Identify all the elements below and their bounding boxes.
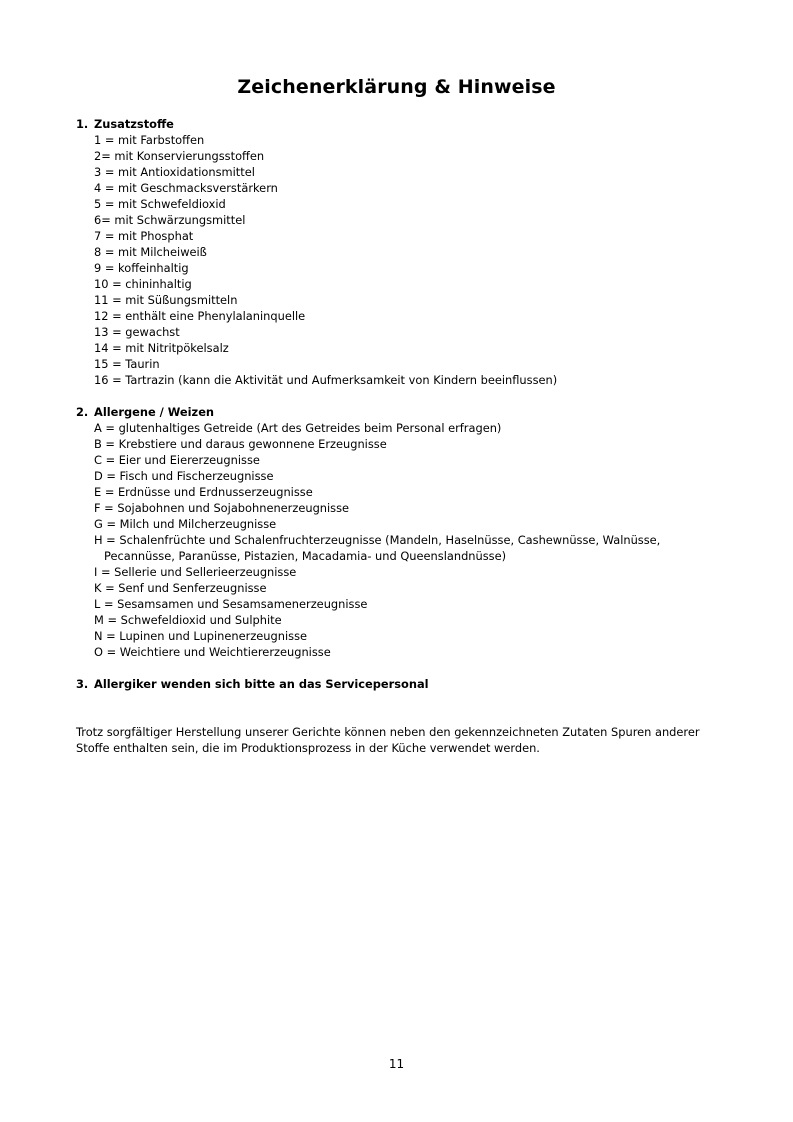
list-item: D = Fisch und Fischerzeugnisse	[94, 469, 274, 483]
disclaimer-note: Trotz sorgfältiger Herstellung unserer Gerichte können neben den gekennzeichneten Zutaten Spuren anderer Stoffe enthalten sein, die im Produktionsprozess in der Küche verwendet werden.	[76, 725, 700, 755]
list-item: 8 = mit Milcheiweiß	[94, 245, 207, 259]
list-item: B = Krebstiere und daraus gewonnene Erzeugnisse	[94, 437, 387, 451]
list-item: A = glutenhaltiges Getreide (Art des Getreides beim Personal erfragen)	[94, 421, 502, 435]
list-item: F = Sojabohnen und Sojabohnenerzeugnisse	[94, 501, 350, 515]
section-additives	[76, 116, 726, 388]
section-title: Allergene / Weizen	[94, 405, 215, 419]
list-item: 5 = mit Schwefeldioxid	[94, 197, 226, 211]
section-heading	[76, 116, 726, 132]
list-item: 6= mit Schwärzungsmittel	[94, 213, 246, 227]
list-item: E = Erdnüsse und Erdnusserzeugnisse	[94, 485, 313, 499]
list-item: L = Sesamsamen und Sesamsamenerzeugnisse	[94, 597, 368, 611]
list-item: 16 = Tartrazin (kann die Aktivität und Aufmerksamkeit von Kindern beeinflussen)	[94, 373, 558, 387]
list-item: 12 = enthält eine Phenylalaninquelle	[94, 309, 306, 323]
section-heading	[76, 676, 726, 692]
section-title: Allergiker wenden sich bitte an das Servicepersonal	[94, 677, 429, 691]
list-item: 3 = mit Antioxidationsmittel	[94, 165, 255, 179]
list-item: 11 = mit Süßungsmitteln	[94, 293, 238, 307]
list-item: M = Schwefeldioxid und Sulphite	[94, 613, 282, 627]
section-number: 2.	[76, 405, 89, 419]
list-item: H = Schalenfrüchte und Schalenfruchterzeugnisse (Mandeln, Haselnüsse, Cashewnüsse, Walnüsse, Pecannüsse, Paranüsse, Pistazien, Macadamia- und Queenslandnüsse)	[94, 533, 661, 563]
list-item: 7 = mit Phosphat	[94, 229, 194, 243]
section-allergens	[76, 404, 726, 660]
section-number: 3.	[76, 677, 89, 691]
list-item: O = Weichtiere und Weichtiererzeugnisse	[94, 645, 331, 659]
list-item: 10 = chininhaltig	[94, 277, 192, 291]
list-item: G = Milch und Milcherzeugnisse	[94, 517, 277, 531]
list-item: 9 = koffeinhaltig	[94, 261, 189, 275]
section-heading	[76, 404, 726, 420]
list-item: I = Sellerie und Sellerieerzeugnisse	[94, 565, 297, 579]
section-title: Zusatzstoffe	[94, 117, 174, 131]
list-item: 1 = mit Farbstoffen	[94, 133, 205, 147]
list-item: 15 = Taurin	[94, 357, 160, 371]
section-allergy-contact	[76, 676, 726, 692]
page-title: Zeichenerklärung & Hinweise	[237, 76, 556, 98]
list-item: K = Senf und Senferzeugnisse	[94, 581, 267, 595]
section-spacer	[76, 660, 726, 676]
list-item: 14 = mit Nitritpökelsalz	[94, 341, 229, 355]
legend-content	[76, 116, 726, 692]
additives-list	[76, 132, 726, 388]
list-item: 4 = mit Geschmacksverstärkern	[94, 181, 278, 195]
section-number: 1.	[76, 117, 89, 131]
section-spacer	[76, 388, 726, 404]
list-item: N = Lupinen und Lupinenerzeugnisse	[94, 629, 308, 643]
list-item: C = Eier und Eiererzeugnisse	[94, 453, 260, 467]
page-number: 11	[388, 1057, 405, 1071]
list-item: 2= mit Konservierungsstoffen	[94, 149, 265, 163]
list-item: 13 = gewachst	[94, 325, 180, 339]
allergens-list	[76, 420, 726, 660]
